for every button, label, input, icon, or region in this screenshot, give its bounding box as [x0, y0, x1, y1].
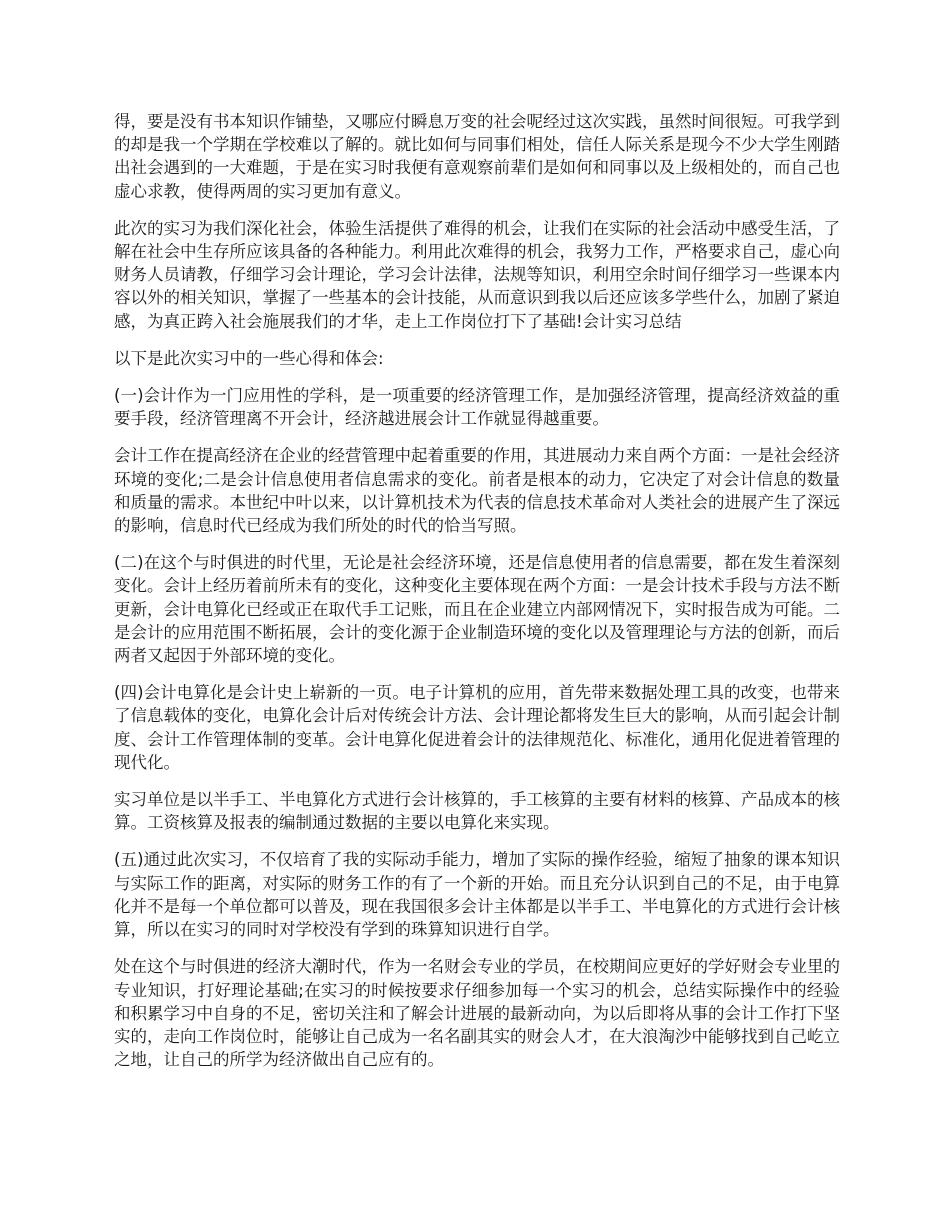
document-body	[114, 110, 840, 1085]
paragraph: 会计工作在提高经济在企业的经营管理中起着重要的作用，其进展动力来自两个方面：一是社会经济环境的变化;二是会计信息使用者信息需求的变化。前者是根本的动力，它决定了对会计信息的数量和质量的需求。本世纪中叶以来，以计算机技术为代表的信息技术革命对人类社会的进展产生了深远的影响，信息时代已经成为我们所处的时代的恰当写照。	[114, 446, 840, 536]
paragraph: (二)在这个与时俱进的时代里，无论是社会经济环境，还是信息使用者的信息需要，都在发生着深刻变化。会计上经历着前所未有的变化，这种变化主要体现在两个方面：一是会计技术手段与方法不断更新，会计电算化已经或正在取代手工记账，而且在企业建立内部网情况下，实时报告成为可能。二是会计的应用范围不断拓展，会计的变化源于企业制造环境的变化以及管理理论与方法的创新，而后两者又起因于外部环境的变化。	[114, 553, 840, 666]
paragraph: 处在这个与时俱进的经济大潮时代，作为一名财会专业的学员，在校期间应更好的学好财会专业里的专业知识，打好理论基础;在实习的时候按要求仔细参加每一个实习的机会，总结实际操作中的经验和积累学习中自身的不足，密切关注和了解会计进展的最新动向，为以后即将从事的会计工作打下坚实的，走向工作岗位时，能够让自己成为一名名副其实的财会人才，在大浪淘沙中能够找到自己屹立之地，让自己的所学为经济做出自己应有的。	[114, 957, 840, 1070]
paragraph: (四)会计电算化是会计史上崭新的一页。电子计算机的应用，首先带来数据处理工具的改变，也带来了信息载体的变化，电算化会计后对传统会计方法、会计理论都将发生巨大的影响，从而引起会计制度、会计工作管理体制的变革。会计电算化促进着会计的法律规范化、标准化，通用化促进着管理的现代化。	[114, 683, 840, 772]
paragraph: 此次的实习为我们深化社会，体验生活提供了难得的机会，让我们在实际的社会活动中感受生活，了解在社会中生存所应该具备的各种能力。利用此次难得的机会，我努力工作，严格要求自己，虚心向财务人员请教，仔细学习会计理论，学习会计法律，法规等知识，利用空余时间仔细学习一些课本内容以外的相关知识，掌握了一些基本的会计技能，从而意识到我以后还应该多学些什么，加剧了紧迫感，为真正跨入社会施展我们的才华，走上工作岗位打下了基础!会计实习总结	[114, 218, 840, 331]
paragraph: (五)通过此次实习，不仅培育了我的实际动手能力，增加了实际的操作经验，缩短了抽象的课本知识与实际工作的距离，对实际的财务工作的有了一个新的开始。而且充分认识到自己的不足，由于电算化并不是每一个单位都可以普及，现在我国很多会计主体都是以半手工、半电算化的方式进行会计核算，所以在实习的同时对学校没有学到的珠算知识进行自学。	[114, 850, 840, 940]
paragraph: 实习单位是以半手工、半电算化方式进行会计核算的，手工核算的主要有材料的核算、产品成本的核算。工资核算及报表的编制通过数据的主要以电算化来实现。	[114, 790, 840, 833]
paragraph: (一)会计作为一门应用性的学科，是一项重要的经济管理工作，是加强经济管理，提高经济效益的重要手段，经济管理离不开会计，经济越进展会计工作就显得越重要。	[114, 386, 840, 429]
paragraph: 以下是此次实习中的一些心得和体会:	[114, 348, 384, 368]
paragraph: 得，要是没有书本知识作铺垫，又哪应付瞬息万变的社会呢经过这次实践，虽然时间很短。可我学到的却是我一个学期在学校难以了解的。就比如何与同事们相处，信任人际关系是现今不少大学生刚踏出社会遇到的一大难题，于是在实习时我便有意观察前辈们是如何和同事以及上级相处的，而自己也虚心求教，使得两周的实习更加有意义。	[114, 112, 840, 201]
